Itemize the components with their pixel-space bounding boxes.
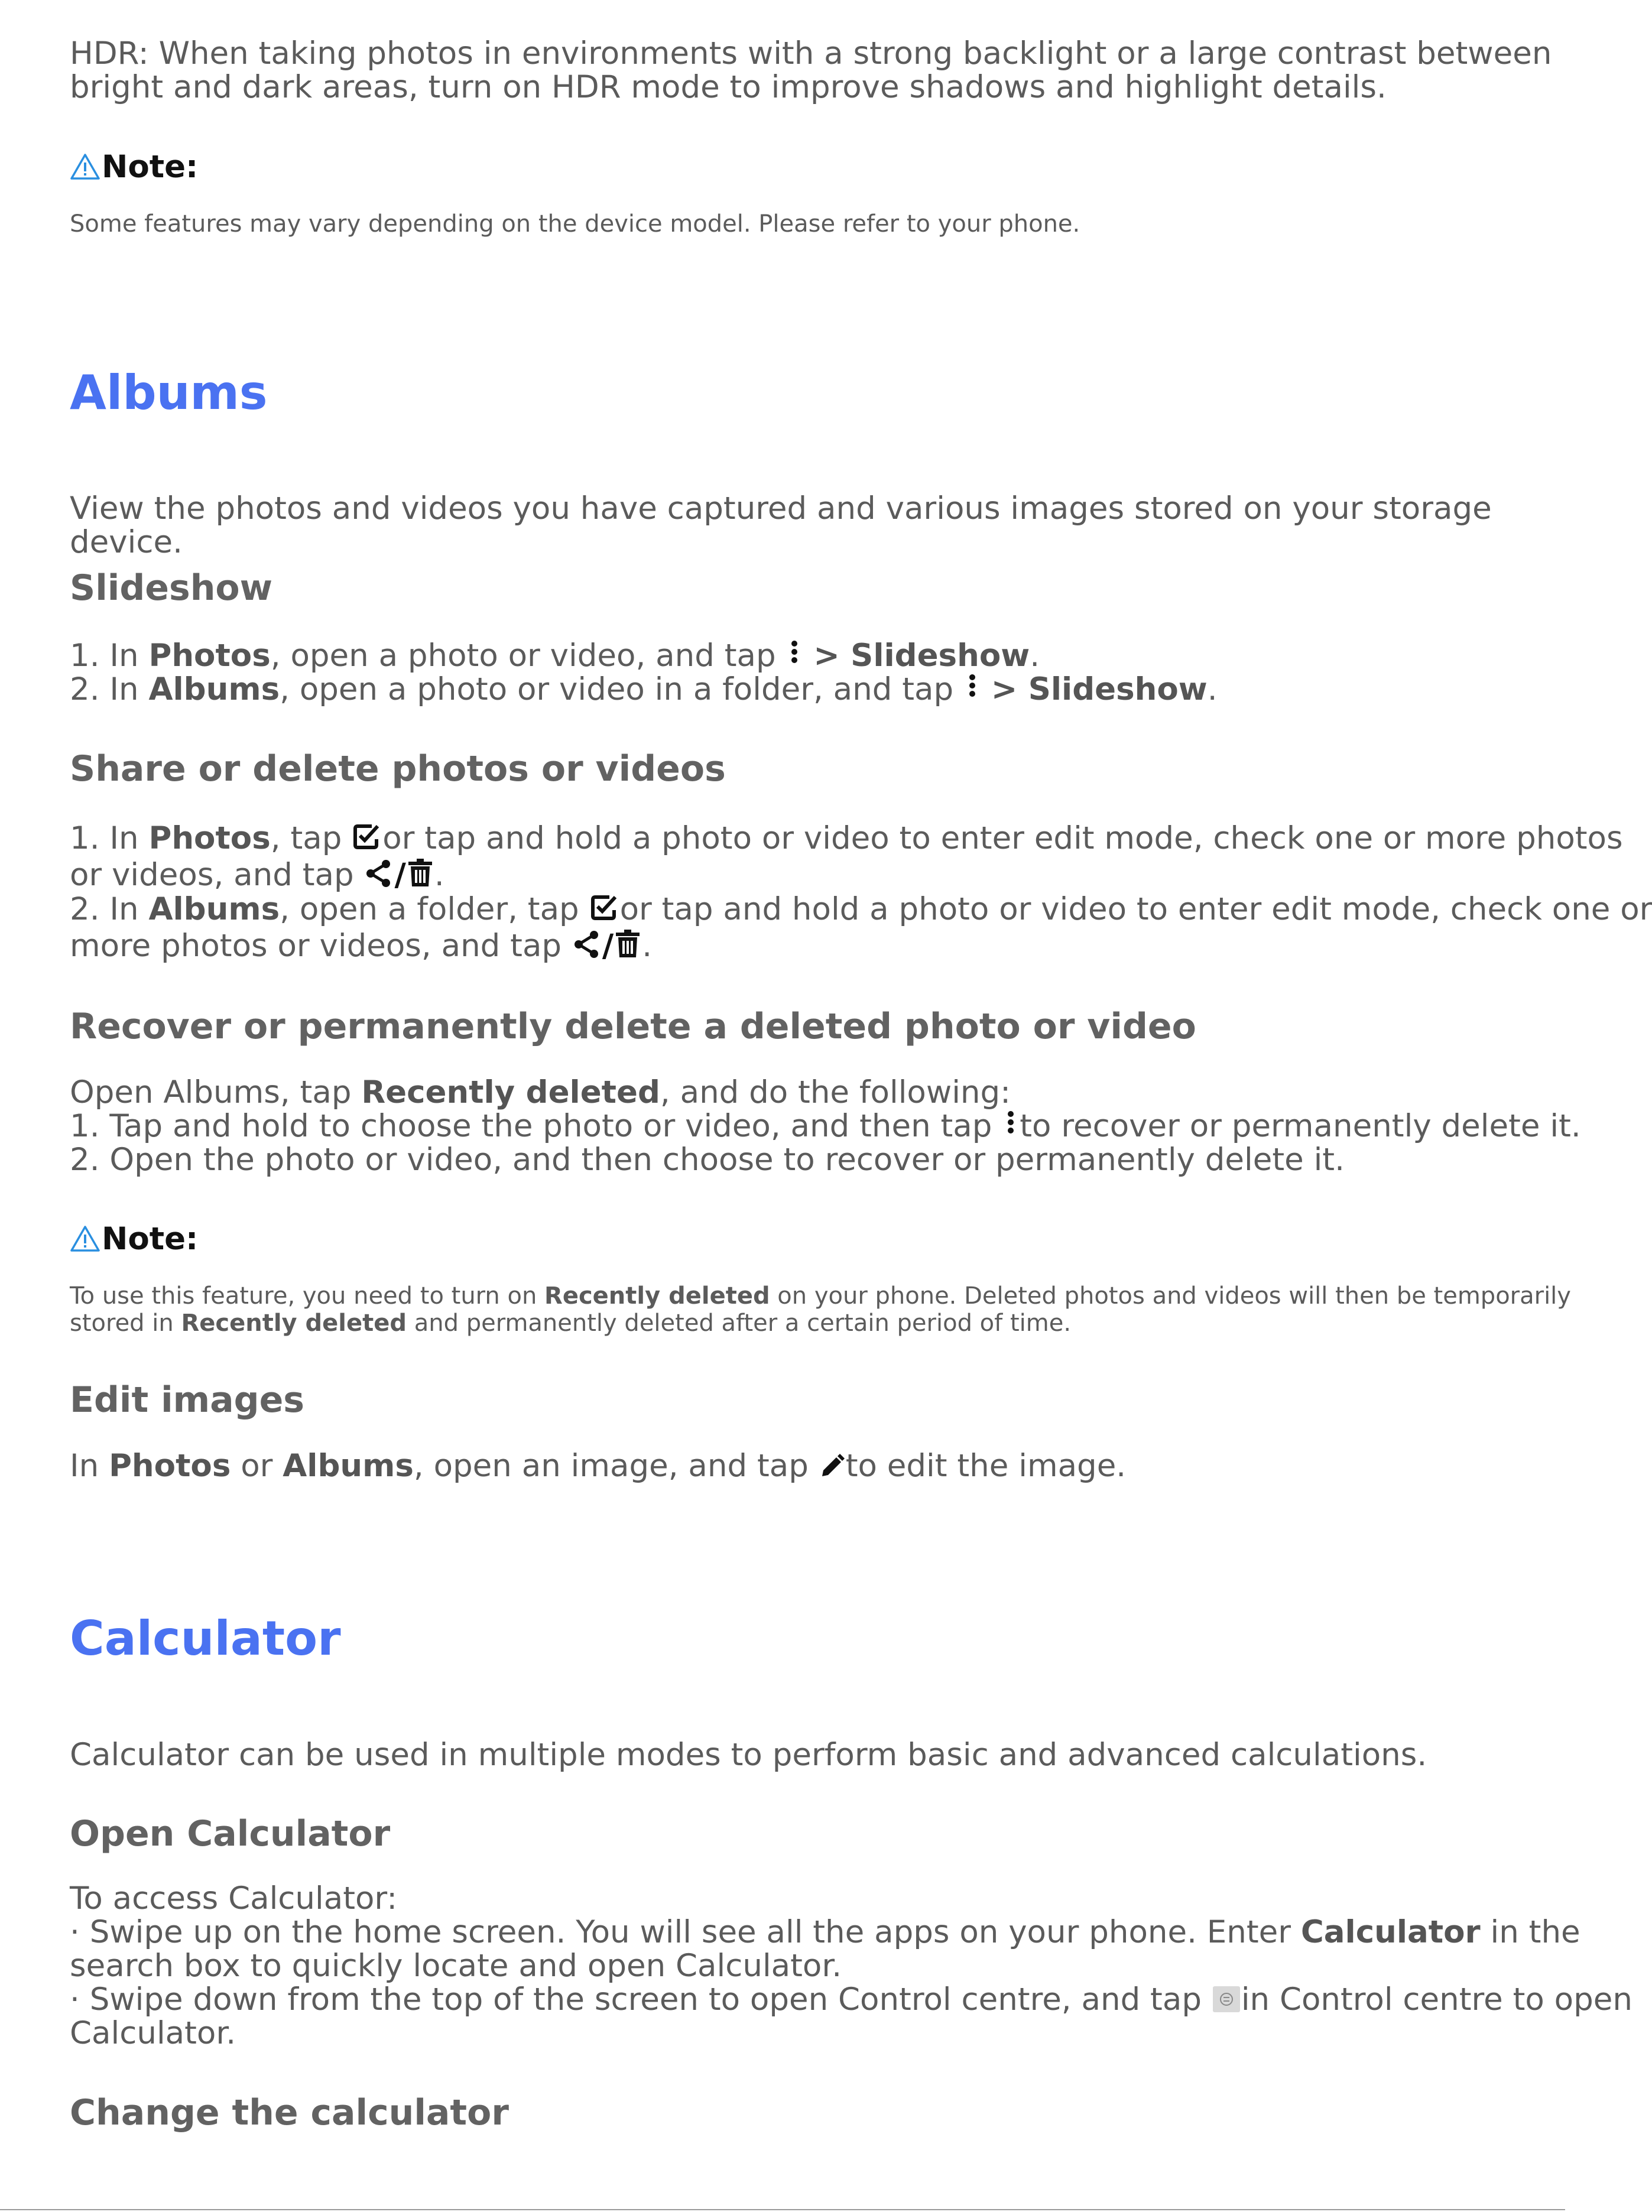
step-text: , tap	[270, 820, 352, 856]
more-vertical-icon	[1002, 1109, 1020, 1140]
share-step-2-cont	[70, 928, 1500, 964]
step-text: or tap and hold a photo or video to enter edit mode, check one or	[619, 891, 1652, 927]
step-text: or tap and hold a photo or video to enter edit mode, check one or more photos	[382, 820, 1623, 856]
open-calc-line-1: To access Calculator:	[70, 1880, 398, 1917]
note-span: and permanently deleted after a certain period of time.	[407, 1310, 1072, 1337]
open-calculator-steps	[70, 1880, 1632, 2051]
slideshow-steps	[70, 639, 1500, 706]
warning-triangle-icon	[70, 1224, 100, 1253]
step-text: or	[231, 1448, 283, 1484]
share-step-2	[70, 891, 1652, 928]
step-text: more photos or videos, and tap	[70, 928, 572, 964]
section-heading-recover: Recover or permanently delete a deleted photo or video	[70, 1006, 1196, 1047]
open-calc-line-4	[70, 1982, 1632, 2018]
step-text: 1. Tap and hold to choose the photo or video, and then tap	[70, 1108, 1002, 1144]
recover-step-1	[70, 1108, 1581, 1144]
share-icon	[572, 929, 602, 960]
open-calc-line-3: search box to quickly locate and open Calculator.	[70, 1948, 842, 1984]
step-text: .	[1207, 671, 1218, 707]
step-text: , open an image, and tap	[413, 1448, 819, 1484]
section-heading-slideshow: Slideshow	[70, 567, 273, 609]
step-text: Open Albums, tap	[70, 1074, 362, 1110]
note-span: on your phone. Deleted photos and videos will then be temporarily	[770, 1282, 1571, 1310]
open-calc-line-5: Calculator.	[70, 2015, 236, 2051]
calculator-intro: Calculator can be used in multiple modes to perform basic and advanced calculations.	[70, 1737, 1427, 1773]
share-steps	[70, 820, 1652, 964]
trash-icon	[614, 929, 642, 960]
chapter-title-albums: Albums	[70, 365, 268, 420]
calculator-tile-icon	[1212, 1985, 1241, 2013]
edit-images-text	[70, 1449, 1500, 1483]
step-bold: Photos	[109, 1448, 231, 1484]
hdr-paragraph	[70, 35, 1552, 105]
open-calc-line-2	[70, 1914, 1580, 1950]
note-span: To use this feature, you need to turn on	[70, 1282, 545, 1310]
step-text: to recover or permanently delete it.	[1020, 1108, 1581, 1144]
share-icon	[363, 858, 394, 889]
step-text: , open a folder, tap	[280, 891, 589, 927]
chapter-title-calculator: Calculator	[70, 1611, 341, 1666]
step-text: 1. In	[70, 638, 149, 674]
note-label: Note:	[102, 1220, 199, 1257]
slideshow-step-1	[70, 639, 1500, 673]
note-label: Note:	[102, 148, 199, 185]
share-step-1	[70, 820, 1623, 857]
step-text: .	[434, 857, 444, 893]
note-text: Some features may vary depending on the device model. Please refer to your phone.	[70, 210, 1080, 238]
hdr-line-1: HDR: When taking photos in environments with a strong backlight or a large contrast between	[70, 35, 1552, 72]
more-vertical-icon	[963, 673, 981, 703]
recover-step-2: 2. Open the photo or video, and then choose to recover or permanently delete it.	[70, 1142, 1345, 1178]
step-text: In	[70, 1448, 109, 1484]
note-bold: Recently deleted	[544, 1282, 770, 1310]
step-bold: Photos	[148, 638, 271, 674]
note-heading	[70, 1220, 1500, 1258]
slideshow-step-2	[70, 673, 1500, 706]
note-text	[70, 1282, 1571, 1337]
step-bold: Calculator	[1300, 1914, 1481, 1950]
step-text: 1. In	[70, 820, 149, 856]
step-text: .	[1030, 638, 1040, 674]
share-step-1-cont	[70, 857, 1500, 894]
recover-steps	[70, 1074, 1581, 1178]
step-bold: > Slideshow	[991, 671, 1208, 707]
step-text: to edit the image.	[845, 1448, 1127, 1484]
pencil-icon	[819, 1453, 846, 1480]
slash-separator: /	[602, 928, 614, 964]
step-text: , open a photo or video, and tap	[270, 638, 786, 674]
step-text: , open a photo or video in a folder, and tap	[280, 671, 963, 707]
step-text: in Control centre to open	[1241, 1982, 1632, 2018]
note-span: stored in	[70, 1310, 181, 1337]
step-text: , and do the following:	[660, 1074, 1011, 1110]
section-heading-share-delete: Share or delete photos or videos	[70, 748, 726, 790]
step-text: in the	[1480, 1914, 1580, 1950]
note-line-2	[70, 1310, 1500, 1337]
section-heading-open-calculator: Open Calculator	[70, 1813, 391, 1854]
albums-intro: View the photos and videos you have captured and various images stored on your storage device.	[70, 491, 1492, 560]
recover-intro	[70, 1076, 1500, 1109]
checkbox-select-icon	[589, 892, 620, 923]
step-text: .	[642, 928, 653, 964]
section-heading-edit-images: Edit images	[70, 1379, 305, 1421]
more-vertical-icon	[786, 639, 803, 670]
section-heading-change-calculator: Change the calculator	[70, 2092, 509, 2133]
step-text: 2. In	[70, 891, 149, 927]
step-bold: Photos	[148, 820, 271, 856]
step-text: · Swipe up on the home screen. You will see all the apps on your phone. Enter	[70, 1914, 1301, 1950]
warning-triangle-icon	[70, 152, 100, 181]
step-bold: Albums	[148, 891, 280, 927]
edit-images-line	[70, 1449, 1500, 1483]
step-bold: > Slideshow	[813, 638, 1030, 674]
step-bold: Albums	[283, 1448, 414, 1484]
step-text: · Swipe down from the top of the screen to open Control centre, and tap	[70, 1982, 1212, 2018]
step-bold: Recently deleted	[361, 1074, 660, 1110]
trash-icon	[406, 858, 434, 889]
note-bold: Recently deleted	[181, 1310, 407, 1337]
slash-separator: /	[394, 857, 406, 893]
step-text: 2. In	[70, 671, 149, 707]
hdr-line-2: bright and dark areas, turn on HDR mode to improve shadows and highlight details.	[70, 69, 1387, 105]
checkbox-select-icon	[352, 821, 382, 852]
note-heading	[70, 148, 1500, 186]
step-text: or videos, and tap	[70, 857, 364, 893]
note-line-1	[70, 1282, 1571, 1310]
step-bold: Albums	[148, 671, 280, 707]
page-bottom-rule	[0, 2209, 1565, 2210]
